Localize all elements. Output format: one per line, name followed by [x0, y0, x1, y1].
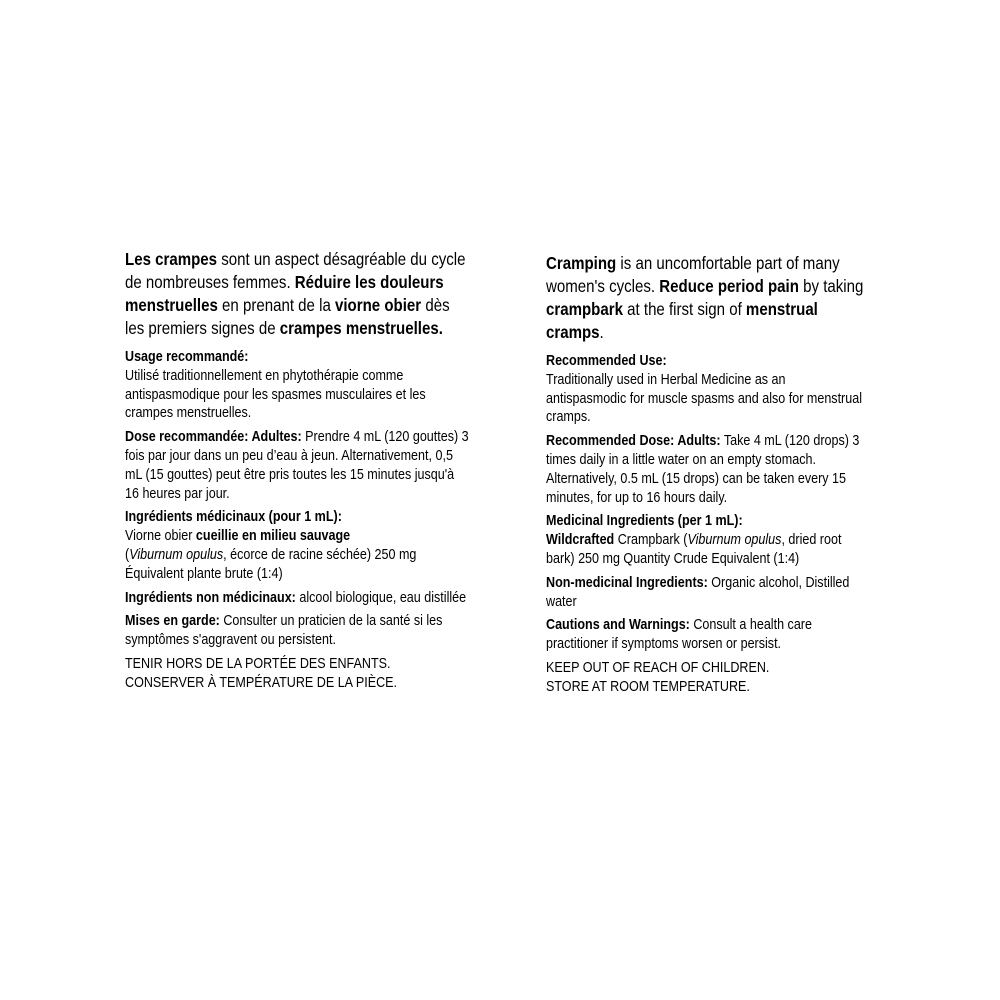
fr-intro-lead: Les crampes [125, 249, 218, 269]
en-intro-lead: Cramping [546, 253, 617, 273]
en-use-section [546, 352, 865, 427]
en-dose-heading: Recommended Dose: Adults: [546, 433, 721, 450]
fr-usage-text: Utilisé traditionnellement en phytothérapie comme antispasmodique pour les spasmes musculaires et les crampes menstruelles. [125, 367, 426, 422]
en-intro-text-2: by taking [798, 276, 864, 296]
fr-dose-heading: Dose recommandée: Adultes: [125, 429, 302, 446]
fr-nonmedicinal-section [125, 589, 469, 608]
fr-ingredients-text-3: , écorce de racine séchée) 250 mg Équivalent plante brute (1:4) [125, 546, 417, 582]
english-label-column [546, 252, 866, 702]
fr-nonmedicinal-heading: Ingrédients non médicinaux: [125, 589, 296, 606]
en-dose-section [546, 432, 865, 507]
french-label-column [125, 248, 470, 698]
fr-storage-section [125, 655, 469, 693]
en-intro-text-1: is an uncomfortable part of many women's cycles. [546, 253, 840, 296]
fr-keep-out-of-reach: TENIR HORS DE LA PORTÉE DES ENFANTS. [125, 655, 391, 672]
fr-dose-section [125, 428, 469, 503]
fr-ingredients-bold: cueillie en milieu sauvage [195, 528, 351, 545]
en-ingredients-bold: Wildcrafted [546, 532, 615, 549]
en-dose-text: Take 4 mL (120 drops) 3 times daily in a little water on an empty stomach. Alternatively, 0.5 mL (15 drops) can be taken every 15 minutes, for up to 16 hours daily. [546, 433, 860, 506]
en-warnings-section [546, 616, 865, 654]
fr-warnings-text: Consulter un praticien de la santé si les symptômes s'aggravent ou persistent. [125, 613, 443, 649]
fr-usage-section [125, 348, 469, 423]
en-ingredients-text-1: Crampbark ( [614, 532, 688, 549]
en-intro-bold-2: crampbark [546, 299, 623, 319]
en-ingredients-text-2: , dried root bark) 250 mg Quantity Crude Equivalent (1:4) [546, 532, 842, 567]
fr-intro-paragraph [125, 248, 469, 340]
fr-ingredients-latin-name: Viburnum opulus [129, 546, 224, 563]
fr-intro-bold-3: crampes menstruelles. [279, 318, 443, 338]
en-storage-temperature: STORE AT ROOM TEMPERATURE. [546, 678, 750, 695]
en-storage-section [546, 659, 865, 697]
en-nonmedicinal-heading: Non-medicinal Ingredients: [546, 574, 708, 591]
fr-warnings-heading: Mises en garde: [125, 613, 220, 630]
fr-ingredients-heading: Ingrédients médicinaux (pour 1 mL): [125, 509, 342, 526]
en-ingredients-section [546, 512, 865, 568]
en-keep-out-of-reach: KEEP OUT OF REACH OF CHILDREN. [546, 659, 770, 676]
en-nonmedicinal-section [546, 574, 865, 612]
fr-ingredients-text-2: ( [125, 546, 130, 563]
fr-storage-temperature: CONSERVER À TEMPÉRATURE DE LA PIÈCE. [125, 674, 398, 691]
en-warnings-heading: Cautions and Warnings: [546, 617, 690, 634]
fr-nonmedicinal-text: alcool biologique, eau distillée [295, 589, 467, 606]
fr-ingredients-text-1: Viorne obier [125, 528, 196, 545]
fr-usage-heading: Usage recommandé: [125, 349, 249, 365]
fr-intro-bold-1: Réduire les douleurs menstruelles [125, 272, 444, 315]
fr-ingredients-section [125, 508, 469, 583]
en-use-text: Traditionally used in Herbal Medicine as an antispasmodic for muscle spasms and also for menstrual cramps. [546, 371, 862, 426]
en-warnings-text: Consult a health care practitioner if symptoms worsen or persist. [546, 617, 812, 653]
en-intro-text-3: at the first sign of [622, 299, 746, 319]
en-intro-text-4: . [599, 322, 604, 342]
fr-intro-text-2: en prenant de la [217, 295, 336, 315]
fr-dose-text: Prendre 4 mL (120 gouttes) 3 fois par jour dans un peu d’eau à jeun. Alternativement, 0,5 mL (15 gouttes) peut être pris toutes les 15 minutes jusqu'à 16 heures par jour. [125, 429, 469, 502]
en-intro-paragraph [546, 252, 865, 344]
en-intro-bold-1: Reduce period pain [659, 276, 799, 296]
fr-intro-text-1: sont un aspect désagréable du cycle de nombreuses femmes. [125, 249, 466, 292]
en-use-heading: Recommended Use: [546, 353, 667, 369]
en-intro-bold-3: menstrual cramps [546, 299, 818, 342]
fr-intro-text-3: dès les premiers signes de [125, 295, 450, 338]
en-ingredients-latin-name: Viburnum opulus [687, 532, 782, 549]
en-ingredients-heading: Medicinal Ingredients (per 1 mL): [546, 513, 743, 530]
fr-warnings-section [125, 612, 469, 650]
fr-intro-bold-2: viorne obier [335, 295, 422, 315]
en-nonmedicinal-text: Organic alcohol, Distilled water [546, 574, 850, 610]
